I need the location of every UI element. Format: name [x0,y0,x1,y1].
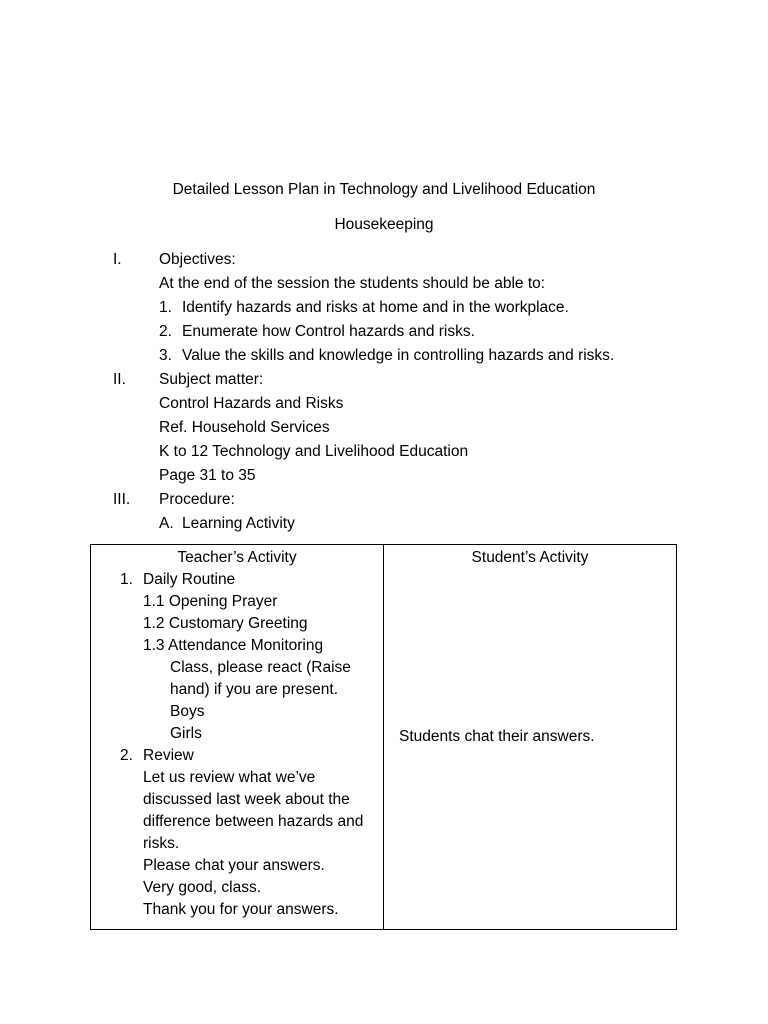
lesson-activity-table [90,544,677,930]
teacher-item-number: 1. [120,571,133,588]
document-title: Detailed Lesson Plan in Technology and Livelihood Education [172,181,596,198]
document-subtitle: Housekeeping [334,216,434,233]
teacher-review-line: risks. [143,835,180,852]
teacher-attendance-line: hand) if you are present. [170,681,339,698]
procedure-sub-number: A. [159,515,174,532]
teacher-attendance-line: Girls [170,725,202,742]
teacher-subitem-customary-greeting: 1.2 Customary Greeting [143,615,308,632]
objective-item: Enumerate how Control hazards and risks. [182,323,475,340]
teacher-review-line: difference between hazards and [143,813,364,830]
section-numeral-objectives: I. [113,251,122,268]
procedure-sub-heading: Learning Activity [182,515,295,532]
subject-matter-line: K to 12 Technology and Livelihood Education [159,443,469,460]
subject-matter-line: Page 31 to 35 [159,467,256,484]
teacher-review-line: discussed last week about the [143,791,350,808]
teacher-subitem-opening-prayer: 1.1 Opening Prayer [143,593,278,610]
teacher-item-number: 2. [120,747,133,764]
teacher-review-line: Please chat your answers. [143,857,325,874]
section-heading-procedure: Procedure: [159,491,235,508]
teacher-review-line: Let us review what we’ve [143,769,316,786]
objective-item: Identify hazards and risks at home and in the workplace. [182,299,569,316]
table-header-teacher: Teacher’s Activity [177,549,297,566]
subject-matter-line: Ref. Household Services [159,419,330,436]
student-response: Students chat their answers. [399,728,595,745]
subject-matter-line: Control Hazards and Risks [159,395,344,412]
teacher-item-review: Review [143,747,194,764]
section-numeral-subject-matter: II. [113,371,126,388]
objectives-intro: At the end of the session the students should be able to: [159,275,546,292]
table-header-student: Student’s Activity [471,549,589,566]
objective-number: 2. [159,323,172,340]
objective-item: Value the skills and knowledge in controlling hazards and risks. [182,347,615,364]
section-heading-objectives: Objectives: [159,251,236,268]
teacher-subitem-attendance: 1.3 Attendance Monitoring [143,637,324,654]
teacher-attendance-line: Class, please react (Raise [170,659,351,676]
teacher-item-daily-routine: Daily Routine [143,571,236,588]
teacher-attendance-line: Boys [170,703,205,720]
table-column-divider [383,545,384,929]
objective-number: 1. [159,299,172,316]
objective-number: 3. [159,347,172,364]
teacher-review-line: Very good, class. [143,879,262,896]
section-numeral-procedure: III. [113,491,131,508]
teacher-review-line: Thank you for your answers. [143,901,339,918]
section-heading-subject-matter: Subject matter: [159,371,264,388]
